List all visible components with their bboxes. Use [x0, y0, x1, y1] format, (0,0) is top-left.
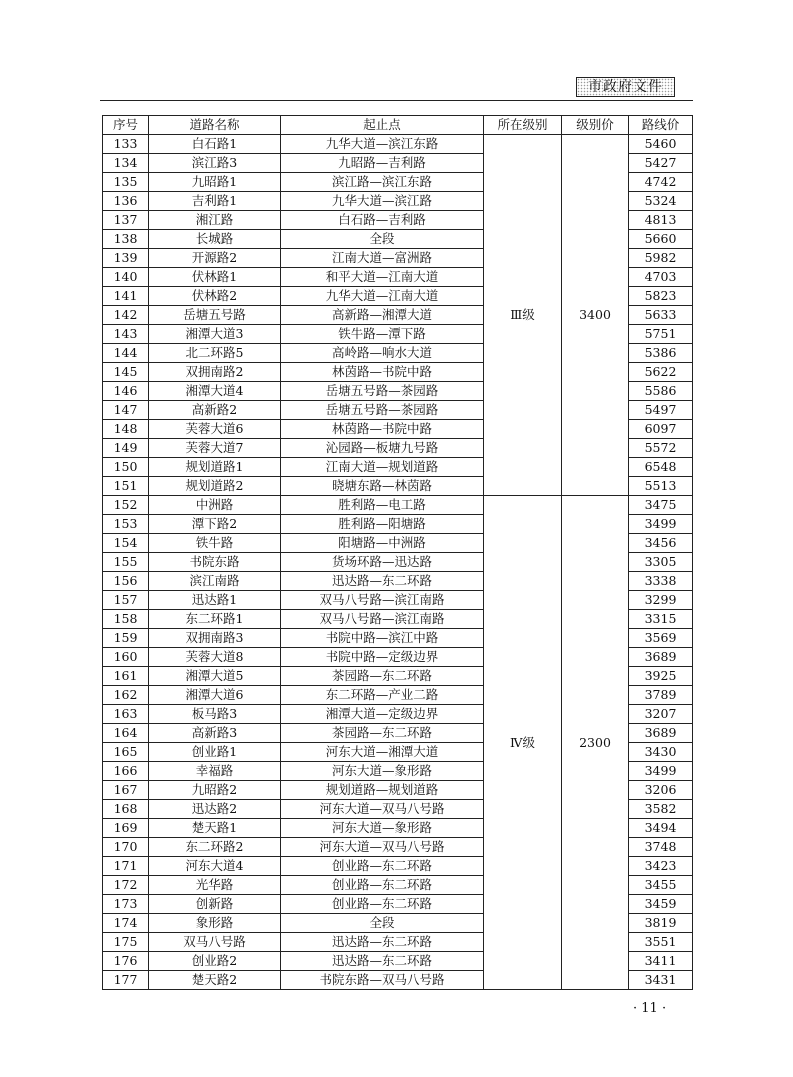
cell-no: 164 — [103, 724, 149, 743]
cell-no: 133 — [103, 135, 149, 154]
cell-road-name: 象形路 — [149, 914, 281, 933]
table-header-row — [103, 116, 693, 135]
cell-no: 156 — [103, 572, 149, 591]
cell-road-price: 5586 — [629, 382, 693, 401]
cell-no: 162 — [103, 686, 149, 705]
cell-road-price: 5324 — [629, 192, 693, 211]
cell-road-name: 吉利路1 — [149, 192, 281, 211]
cell-range: 铁牛路—潭下路 — [281, 325, 484, 344]
cell-range: 江南大道—规划道路 — [281, 458, 484, 477]
cell-range: 和平大道—江南大道 — [281, 268, 484, 287]
cell-no: 155 — [103, 553, 149, 572]
cell-road-price: 5497 — [629, 401, 693, 420]
cell-road-price: 4703 — [629, 268, 693, 287]
cell-road-price: 3499 — [629, 762, 693, 781]
column-header-no: 序号 — [103, 116, 149, 135]
cell-road-name: 中洲路 — [149, 496, 281, 515]
cell-level: Ⅲ级 — [484, 135, 562, 496]
cell-road-price: 3411 — [629, 952, 693, 971]
cell-road-price: 3494 — [629, 819, 693, 838]
cell-range: 九华大道—江南大道 — [281, 287, 484, 306]
cell-no: 140 — [103, 268, 149, 287]
cell-no: 150 — [103, 458, 149, 477]
cell-road-price: 3475 — [629, 496, 693, 515]
cell-road-price: 3569 — [629, 629, 693, 648]
cell-road-name: 楚天路2 — [149, 971, 281, 990]
cell-no: 145 — [103, 363, 149, 382]
cell-range: 全段 — [281, 914, 484, 933]
cell-road-name: 创业路1 — [149, 743, 281, 762]
cell-road-name: 楚天路1 — [149, 819, 281, 838]
cell-range: 东二环路—产业二路 — [281, 686, 484, 705]
cell-no: 169 — [103, 819, 149, 838]
cell-range: 河东大道—双马八号路 — [281, 800, 484, 819]
cell-road-price: 3206 — [629, 781, 693, 800]
cell-road-price: 5982 — [629, 249, 693, 268]
cell-road-price: 3748 — [629, 838, 693, 857]
cell-range: 货场环路—迅达路 — [281, 553, 484, 572]
cell-road-name: 北二环路5 — [149, 344, 281, 363]
cell-road-name: 滨江南路 — [149, 572, 281, 591]
cell-road-name: 白石路1 — [149, 135, 281, 154]
cell-road-name: 双拥南路2 — [149, 363, 281, 382]
cell-no: 175 — [103, 933, 149, 952]
cell-road-name: 湘潭大道4 — [149, 382, 281, 401]
cell-range: 岳塘五号路—茶园路 — [281, 401, 484, 420]
cell-road-name: 幸福路 — [149, 762, 281, 781]
cell-road-name: 九昭路2 — [149, 781, 281, 800]
cell-road-price: 3207 — [629, 705, 693, 724]
cell-road-name: 芙蓉大道6 — [149, 420, 281, 439]
cell-range: 胜利路—电工路 — [281, 496, 484, 515]
cell-road-price: 3455 — [629, 876, 693, 895]
cell-road-price: 3459 — [629, 895, 693, 914]
document-category-tag: 市政府文件 — [576, 77, 675, 97]
cell-road-price: 5823 — [629, 287, 693, 306]
table-body — [103, 135, 693, 990]
cell-road-name: 潭下路2 — [149, 515, 281, 534]
cell-road-price: 5572 — [629, 439, 693, 458]
cell-range: 九华大道—滨江东路 — [281, 135, 484, 154]
cell-no: 174 — [103, 914, 149, 933]
cell-no: 161 — [103, 667, 149, 686]
cell-road-price: 5386 — [629, 344, 693, 363]
cell-no: 144 — [103, 344, 149, 363]
cell-range: 晓塘东路—林茵路 — [281, 477, 484, 496]
cell-no: 134 — [103, 154, 149, 173]
cell-road-price: 3689 — [629, 648, 693, 667]
cell-no: 135 — [103, 173, 149, 192]
cell-range: 林茵路—书院中路 — [281, 363, 484, 382]
cell-road-name: 长城路 — [149, 230, 281, 249]
cell-range: 河东大道—湘潭大道 — [281, 743, 484, 762]
cell-range: 高新路—湘潭大道 — [281, 306, 484, 325]
cell-no: 163 — [103, 705, 149, 724]
cell-road-name: 板马路3 — [149, 705, 281, 724]
cell-range: 迅达路—东二环路 — [281, 933, 484, 952]
cell-road-price: 5460 — [629, 135, 693, 154]
cell-no: 147 — [103, 401, 149, 420]
cell-range: 迅达路—东二环路 — [281, 952, 484, 971]
cell-no: 176 — [103, 952, 149, 971]
table-row — [103, 135, 693, 154]
cell-no: 158 — [103, 610, 149, 629]
cell-range: 河东大道—象形路 — [281, 762, 484, 781]
column-header-level: 所在级别 — [484, 116, 562, 135]
cell-road-name: 高新路3 — [149, 724, 281, 743]
cell-road-price: 3431 — [629, 971, 693, 990]
road-price-table — [102, 115, 693, 990]
cell-road-name: 湘潭大道3 — [149, 325, 281, 344]
cell-range: 岳塘五号路—茶园路 — [281, 382, 484, 401]
cell-range: 河东大道—双马八号路 — [281, 838, 484, 857]
cell-no: 148 — [103, 420, 149, 439]
cell-level: Ⅳ级 — [484, 496, 562, 990]
cell-no: 142 — [103, 306, 149, 325]
cell-road-price: 3551 — [629, 933, 693, 952]
cell-no: 153 — [103, 515, 149, 534]
cell-range: 滨江路—滨江东路 — [281, 173, 484, 192]
cell-range: 创业路—东二环路 — [281, 895, 484, 914]
cell-road-price: 5513 — [629, 477, 693, 496]
cell-range: 湘潭大道—定级边界 — [281, 705, 484, 724]
cell-road-name: 岳塘五号路 — [149, 306, 281, 325]
cell-road-name: 东二环路2 — [149, 838, 281, 857]
cell-range: 书院中路—定级边界 — [281, 648, 484, 667]
column-header-road-name: 道路名称 — [149, 116, 281, 135]
cell-no: 159 — [103, 629, 149, 648]
cell-road-name: 规划道路2 — [149, 477, 281, 496]
cell-road-name: 九昭路1 — [149, 173, 281, 192]
cell-no: 165 — [103, 743, 149, 762]
cell-range: 创业路—东二环路 — [281, 857, 484, 876]
column-header-level-price: 级别价 — [562, 116, 629, 135]
cell-no: 137 — [103, 211, 149, 230]
cell-road-name: 创新路 — [149, 895, 281, 914]
cell-no: 177 — [103, 971, 149, 990]
cell-road-name: 湘江路 — [149, 211, 281, 230]
table-row — [103, 496, 693, 515]
cell-road-name: 光华路 — [149, 876, 281, 895]
cell-range: 全段 — [281, 230, 484, 249]
cell-road-name: 书院东路 — [149, 553, 281, 572]
cell-road-name: 规划道路1 — [149, 458, 281, 477]
cell-range: 白石路—吉利路 — [281, 211, 484, 230]
cell-range: 阳塘路—中洲路 — [281, 534, 484, 553]
cell-no: 170 — [103, 838, 149, 857]
cell-range: 沁园路—板塘九号路 — [281, 439, 484, 458]
cell-road-price: 3582 — [629, 800, 693, 819]
cell-range: 书院中路—滨江中路 — [281, 629, 484, 648]
cell-no: 138 — [103, 230, 149, 249]
cell-range: 江南大道—富洲路 — [281, 249, 484, 268]
cell-no: 168 — [103, 800, 149, 819]
cell-road-name: 高新路2 — [149, 401, 281, 420]
cell-range: 双马八号路—滨江南路 — [281, 591, 484, 610]
cell-road-price: 5660 — [629, 230, 693, 249]
cell-road-name: 迅达路1 — [149, 591, 281, 610]
cell-level-price: 2300 — [562, 496, 629, 990]
header-rule — [100, 100, 693, 101]
cell-no: 171 — [103, 857, 149, 876]
cell-range: 迅达路—东二环路 — [281, 572, 484, 591]
cell-no: 149 — [103, 439, 149, 458]
cell-road-name: 湘潭大道5 — [149, 667, 281, 686]
cell-road-name: 铁牛路 — [149, 534, 281, 553]
cell-road-price: 6548 — [629, 458, 693, 477]
cell-road-price: 3423 — [629, 857, 693, 876]
cell-road-price: 3819 — [629, 914, 693, 933]
cell-road-name: 芙蓉大道8 — [149, 648, 281, 667]
cell-range: 书院东路—双马八号路 — [281, 971, 484, 990]
cell-range: 九昭路—吉利路 — [281, 154, 484, 173]
cell-road-name: 湘潭大道6 — [149, 686, 281, 705]
cell-road-name: 芙蓉大道7 — [149, 439, 281, 458]
cell-road-price: 3925 — [629, 667, 693, 686]
cell-range: 九华大道—滨江路 — [281, 192, 484, 211]
cell-no: 136 — [103, 192, 149, 211]
cell-no: 152 — [103, 496, 149, 515]
cell-road-name: 创业路2 — [149, 952, 281, 971]
cell-road-name: 河东大道4 — [149, 857, 281, 876]
cell-no: 151 — [103, 477, 149, 496]
cell-no: 154 — [103, 534, 149, 553]
cell-road-price: 3689 — [629, 724, 693, 743]
cell-level-price: 3400 — [562, 135, 629, 496]
cell-road-price: 3315 — [629, 610, 693, 629]
cell-road-price: 6097 — [629, 420, 693, 439]
cell-range: 林茵路—书院中路 — [281, 420, 484, 439]
cell-road-price: 5622 — [629, 363, 693, 382]
cell-no: 166 — [103, 762, 149, 781]
cell-road-price: 5427 — [629, 154, 693, 173]
cell-road-price: 5751 — [629, 325, 693, 344]
cell-no: 173 — [103, 895, 149, 914]
cell-road-price: 3299 — [629, 591, 693, 610]
cell-road-price: 5633 — [629, 306, 693, 325]
cell-no: 160 — [103, 648, 149, 667]
cell-road-price: 3305 — [629, 553, 693, 572]
cell-road-name: 迅达路2 — [149, 800, 281, 819]
cell-road-price: 4742 — [629, 173, 693, 192]
cell-road-price: 3456 — [629, 534, 693, 553]
cell-range: 规划道路—规划道路 — [281, 781, 484, 800]
cell-road-name: 双拥南路3 — [149, 629, 281, 648]
cell-no: 141 — [103, 287, 149, 306]
cell-road-name: 双马八号路 — [149, 933, 281, 952]
cell-road-price: 3789 — [629, 686, 693, 705]
cell-no: 146 — [103, 382, 149, 401]
cell-no: 157 — [103, 591, 149, 610]
cell-road-name: 伏林路2 — [149, 287, 281, 306]
cell-range: 茶园路—东二环路 — [281, 667, 484, 686]
cell-no: 139 — [103, 249, 149, 268]
cell-road-name: 开源路2 — [149, 249, 281, 268]
cell-road-price: 4813 — [629, 211, 693, 230]
cell-road-price: 3338 — [629, 572, 693, 591]
page-number: · 11 · — [633, 1001, 667, 1016]
cell-range: 胜利路—阳塘路 — [281, 515, 484, 534]
cell-road-price: 3499 — [629, 515, 693, 534]
cell-no: 172 — [103, 876, 149, 895]
cell-road-name: 伏林路1 — [149, 268, 281, 287]
column-header-range: 起止点 — [281, 116, 484, 135]
cell-road-price: 3430 — [629, 743, 693, 762]
cell-no: 143 — [103, 325, 149, 344]
cell-range: 双马八号路—滨江南路 — [281, 610, 484, 629]
cell-no: 167 — [103, 781, 149, 800]
column-header-road-price: 路线价 — [629, 116, 693, 135]
cell-road-name: 滨江路3 — [149, 154, 281, 173]
cell-range: 创业路—东二环路 — [281, 876, 484, 895]
cell-road-name: 东二环路1 — [149, 610, 281, 629]
cell-range: 高岭路—响水大道 — [281, 344, 484, 363]
cell-range: 河东大道—象形路 — [281, 819, 484, 838]
cell-range: 茶园路—东二环路 — [281, 724, 484, 743]
